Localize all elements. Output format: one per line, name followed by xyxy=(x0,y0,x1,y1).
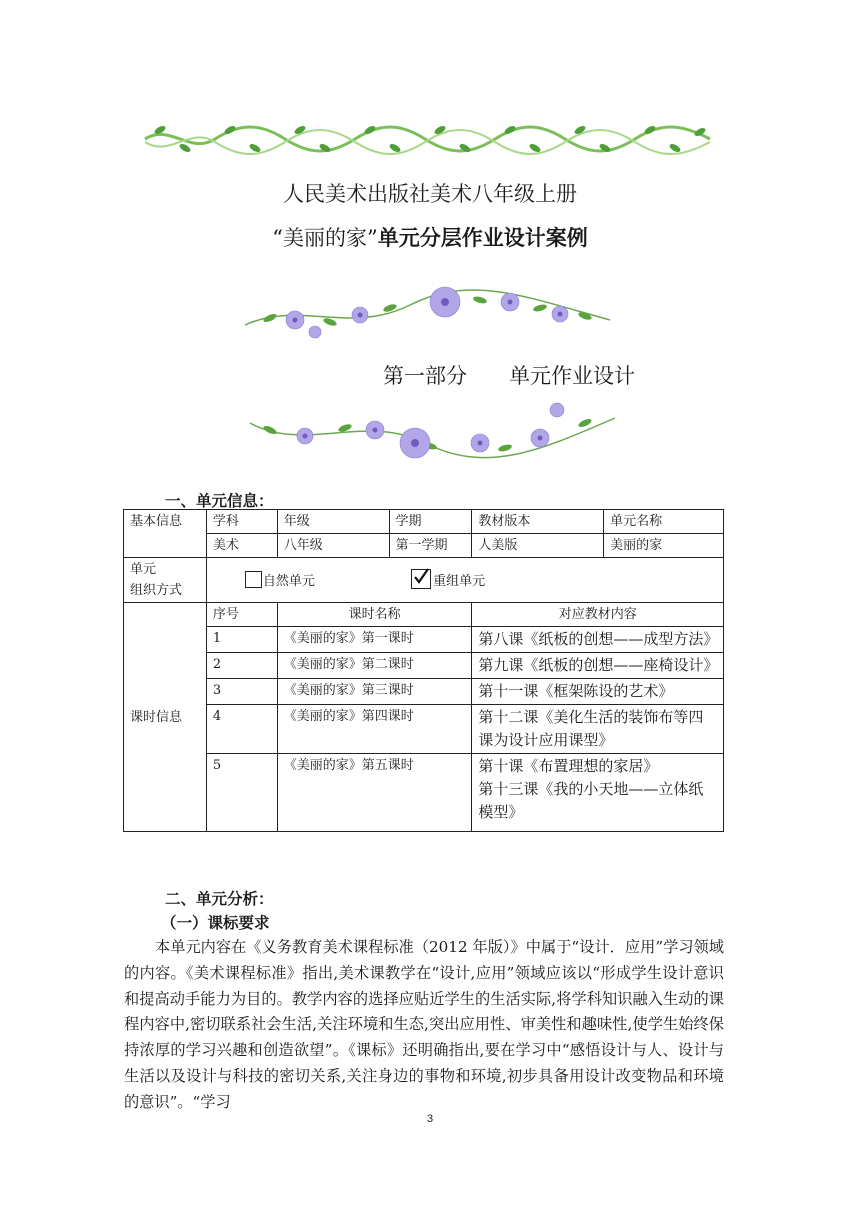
table-row xyxy=(124,653,724,679)
lesson-content xyxy=(472,754,724,832)
table-row xyxy=(124,705,724,754)
org-label-line1: 单元 xyxy=(130,562,157,577)
option-regroup[interactable] xyxy=(411,574,485,589)
body-paragraph: 本单元内容在《义务教育美术课程标准（2012 年版）》中属于“设计．应用”学习领域的内容。《美术课程标准》指出,美术课教学在“设计,应用”领域应该以“形成学生设计意识和提高动手能力为目的。教学内容的选择应贴近学生的生活实际,将学科知识融入生动的课程内容中,密切联系社会生活,关注环境和生态,突出应用性、审美性和趣味性,使学生始终保持浓厚的学习兴趣和创造欲望”。《课标》还明确指出,要在学习中“感悟设计与人、设计与生活以及设计与科技的密切关系,关注身边的事物和环境,初步具备用设计改变物品和环境的意识”。“学习 xyxy=(124,938,724,1111)
lesson-content: 第九课《纸板的创想——座椅设计》 xyxy=(472,653,724,679)
value-cell: 美丽的家 xyxy=(604,534,724,558)
lesson-header-content: 对应教材内容 xyxy=(472,603,724,627)
org-label xyxy=(124,558,207,603)
header-cell: 单元名称 xyxy=(604,510,724,534)
subtitle-bold: 单元分层作业设计案例 xyxy=(377,226,588,250)
header-cell: 年级 xyxy=(277,510,389,534)
org-label-line2: 组织方式 xyxy=(130,583,183,598)
checkbox-empty-icon[interactable] xyxy=(245,571,262,588)
unit-info-table xyxy=(123,509,724,832)
value-cell: 美术 xyxy=(206,534,277,558)
table-row xyxy=(124,510,724,534)
section-heading-unit-info: 一、单元信息： xyxy=(165,492,274,510)
value-cell: 第一学期 xyxy=(389,534,472,558)
table-row xyxy=(124,558,724,603)
option-natural[interactable] xyxy=(245,574,319,589)
subsection-heading-standards: （一）课标要求 xyxy=(161,914,270,932)
lesson-no: 1 xyxy=(206,627,277,653)
lesson-info-label: 课时信息 xyxy=(124,603,207,832)
checkbox-checked-icon[interactable] xyxy=(411,569,431,589)
flower-garland-icon xyxy=(240,280,615,350)
document-title: 人民美术出版社美术八年级上册 xyxy=(283,182,577,206)
option-natural-label: 自然单元 xyxy=(262,573,315,589)
lesson-no: 4 xyxy=(206,705,277,754)
table-row xyxy=(124,754,724,832)
header-cell: 学科 xyxy=(206,510,277,534)
table-row xyxy=(124,534,724,558)
vine-border-icon xyxy=(140,118,715,160)
part-number: 第一部分 xyxy=(383,364,467,388)
flower-garland-icon xyxy=(245,398,620,470)
lesson-content-line2: 第十三课《我的小天地——立体纸模型》 xyxy=(478,780,704,821)
table-row xyxy=(124,627,724,653)
lesson-no: 3 xyxy=(206,679,277,705)
lesson-content: 第十一课《框架陈设的艺术》 xyxy=(472,679,724,705)
section-heading-unit-analysis: 二、单元分析： xyxy=(165,890,274,908)
lesson-content: 第八课《纸板的创想——成型方法》 xyxy=(472,627,724,653)
lesson-name: 《美丽的家》第四课时 xyxy=(277,705,472,754)
lesson-header-no: 序号 xyxy=(206,603,277,627)
subtitle-prefix: “美丽的家” xyxy=(272,226,378,250)
part-heading xyxy=(383,360,635,390)
value-cell: 八年级 xyxy=(277,534,389,558)
page-number: 3 xyxy=(426,1113,434,1125)
lesson-no: 2 xyxy=(206,653,277,679)
lesson-name: 《美丽的家》第五课时 xyxy=(277,754,472,832)
table-row xyxy=(124,679,724,705)
lesson-name: 《美丽的家》第三课时 xyxy=(277,679,472,705)
value-cell: 人美版 xyxy=(472,534,604,558)
header-cell: 教材版本 xyxy=(472,510,604,534)
lesson-content: 第十二课《美化生活的装饰布等四课为设计应用课型》 xyxy=(472,705,724,754)
lesson-no: 5 xyxy=(206,754,277,832)
basic-info-label: 基本信息 xyxy=(124,510,207,558)
part-name: 单元作业设计 xyxy=(509,364,635,388)
org-options xyxy=(206,558,723,603)
lesson-name: 《美丽的家》第一课时 xyxy=(277,627,472,653)
option-regroup-label: 重组单元 xyxy=(433,573,486,589)
lesson-content-line1: 第十课《布置理想的家居》 xyxy=(478,757,659,775)
lesson-header-name: 课时名称 xyxy=(277,603,472,627)
document-subtitle xyxy=(0,222,860,252)
lesson-name: 《美丽的家》第二课时 xyxy=(277,653,472,679)
header-cell: 学期 xyxy=(389,510,472,534)
table-row xyxy=(124,603,724,627)
